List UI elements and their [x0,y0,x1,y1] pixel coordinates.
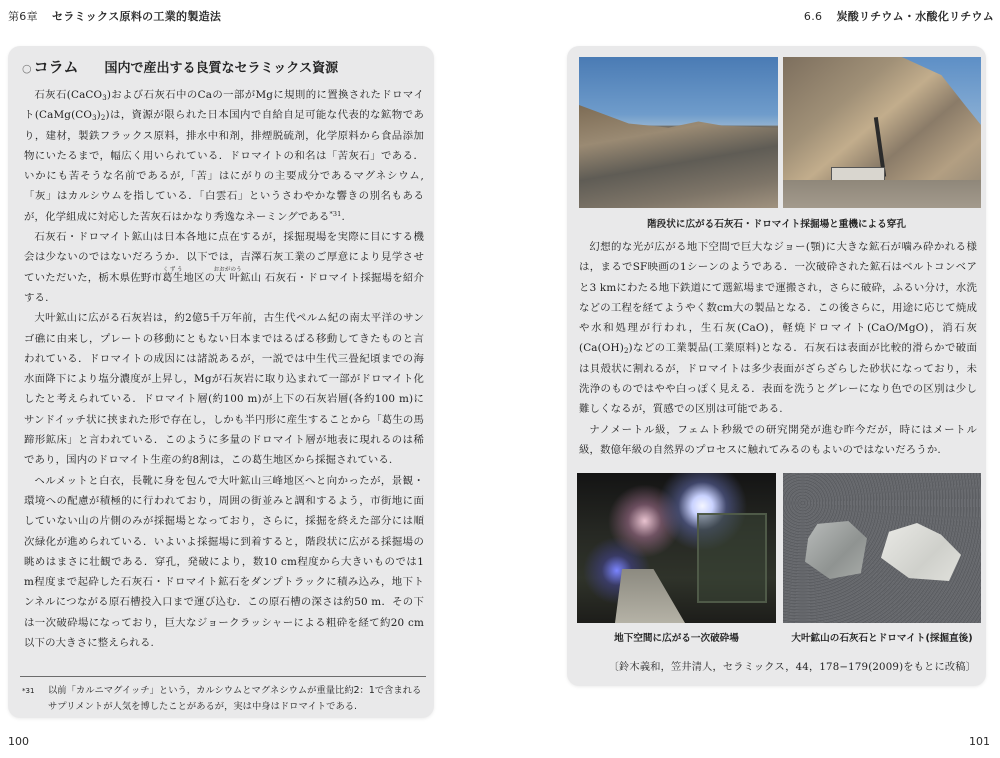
paragraph-1 [24,85,424,227]
text-run: 幻想的な光が広がる地下空間で巨大なジョー(顎)に大きな鉱石が噛み砕かれる様は，まるでSF映画の1シーンのようである．一次破砕された鉱石はベルトコンベアと3 kmにわたる地下鉄道にて選鉱場まで運搬され，さらに破砕，ふるい分け，水洗などの工程を経てようやく数cm大の製品となる．この後さらに，用途に応じて焼成や水和処理が行われ，生石灰(CaO)，軽焼ドロマイト(CaO/MgO)，消石灰(Ca(OH) [579,241,977,355]
text-run: )などの工業製品(工業原料)となる．石灰石は表面が比較的滑らかで破面は貝殻状に割れるが，ドロマイトは多少表面がざらざらした砂状になっており，未洗浄のものではやや白っぽく見える．表面を洗うとグレーになり色での区別は少し難しくなるが，質感での区別は可能である. [579,342,977,416]
footnote-reference[interactable]: *31 [329,209,342,218]
text-run: . [341,210,345,223]
footnote-mark: *31 [22,687,35,695]
column-label: コラム [33,58,79,76]
footnote-text: 以前「カルニマグイッチ」という，カルシウムとマグネシウムが重量比約2：1で含まれるサプリメントが人気を博したことがあるが，実は中身はドロマイトである. [48,685,422,712]
limestone-dolomite-samples-photo [783,473,981,623]
subscript: 3 [92,114,97,123]
subscript: 2 [100,114,106,123]
ruby-base: 大叶 [213,271,242,284]
steel-frame-shape [697,513,767,603]
section-number: 6.6 [803,10,823,23]
paragraph-2 [24,227,424,308]
text-run: 石灰石(CaCO [34,89,103,101]
ruby-ooganou [213,266,242,284]
underground-crusher-photo [577,473,776,623]
section-title: 炭酸リチウム・水酸化リチウム [836,10,994,23]
running-head-right [804,8,994,24]
footnote-divider [20,676,426,677]
crusher-photo-caption: 地下空間に広がる一次破砕場 [614,633,739,644]
chapter-title: セラミックス原料の工業的製造法 [52,10,222,23]
text-run: )および石灰石中のCaの一部がMgに規則的に置換されたドロマイト(CaMg(CO [24,89,424,122]
ground-shape [783,180,981,208]
paragraph-4: ヘルメットと白衣，長靴に身を包んで大叶鉱山三峰地区へと向かったが，景観・環境への配慮が積極的に行われており，周囲の街並みと調和するよう，市街地に面していない山の片側のみが採掘場となっており，さらに，採掘を終えた部分には順次緑化が進められている．いよいよ採掘場に到着すると，階段状に広がる採掘場の眺めはまさに壮観である．穿孔，発破により，数10 cm程度から大きいものでは1 m程度まで起砕した石灰石・ドロマイト鉱石をダンプトラックに積み込み，地下トンネルにつながる原石槽投入口まで運び込む．この原石槽の深さは約50 m．その下は一次破砕場になっており，巨大なジョークラッシャーによる粗砕を経て約20 cm以下の大きさに整えられる. [24,474,424,650]
text-run: ) [96,109,101,122]
column-title [22,56,338,77]
source-citation: 〔鈴木義和，笠井清人，セラミックス，44，178−179(2009)をもとに改稿〕 [608,662,976,673]
column-heading: 国内で産出する良質なセラミックス資源 [104,61,339,76]
terraced-quarry-photo [579,57,778,208]
column-body-continued [579,237,977,460]
drill-rig-cliff-photo [783,57,981,208]
running-head-left [8,8,221,24]
text-run: 地区の [183,271,216,284]
text-run: )は，資源が限られた日本国内で自給自足可能な代表的な鉱物であり，建材，製鉄フラックス原料，排水中和剤，排煙脱硫剤，化学原料から食品添加物にいたるまで，幅広く用いられている．ドロマイトの和名は「苦灰石」である．いかにも苦そうな名前であるが,「苦」はにがりの主要成分であるマグネシウム,「灰」はカルシウムを指している．「白雲石」というさわやかな響きの別名もあるが，化学組成に対応した苦灰石はかなり秀逸なネーミングである [24,109,424,223]
column-body [24,85,424,653]
paragraph-5 [579,237,977,420]
top-photos-caption: 階段状に広がる石灰石・ドロマイト採掘場と重機による穿孔 [647,219,906,230]
paragraph-3: 大叶鉱山に広がる石灰岩は，約2億5千万年前，古生代ペルム紀の南太平洋のサンゴ礁に由来し，プレートの移動にともない日本まではるばる移動してきたものと言われている．ドロマイトの成因には諸説あるが，一説では中生代三畳紀頃までの海水面降下により塩分濃度が上昇し，Mgが石灰岩に取り込まれて一部がドロマイト化したと考えられている．ドロマイト層(約100 m)が上下の石灰岩層(各約100 m)にサンドイッチ状に挟まれた形で存在し，しかも半円形に産生することから「葛生の馬蹄形鉱床」と言われている．このように多量のドロマイト層が地表に現れるのは稀であり，国内のドロマイト生産の約8割は，この葛生地区から採掘されている. [24,312,424,467]
ruby-kuzuu [162,266,184,284]
paragraph-6: ナノメートル級，フェムト秒級での研究開発が進む昨今だが，時にはメートル級，数億年級の自然界のプロセスに触れてみるのもよいのではないだろうか. [579,423,977,456]
page-number-right: 101 [969,735,990,748]
footnote [22,683,426,714]
text-run: 石灰石・ドロマイト鉱山は日本各地に点在するが，採掘現場を実際に目にする機会は少ないのではないだろうか．以下では，吉澤石灰工業のご厚意により見学させていただいた，栃木県佐野市 [24,231,424,284]
quarry-ridge-shape [579,105,778,208]
text-run: 鉱山 石灰石・ドロマイト採掘場を紹介する. [24,271,424,304]
ruby-text: くずう [162,266,184,273]
dolomite-rock-shape [881,523,961,581]
page-number-left: 100 [8,735,29,748]
ruby-base: 葛生 [162,271,184,284]
ruby-text: おおがのう [213,266,242,273]
samples-photo-caption: 大叶鉱山の石灰石とドロマイト(採掘直後) [791,633,973,644]
limestone-rock-shape [805,521,867,579]
column-box-continued [567,46,986,686]
column-box [8,46,434,718]
subscript: 2 [623,347,629,356]
subscript: 3 [102,94,107,102]
circle-mark-icon: ○ [22,62,32,75]
conveyor-ramp-shape [615,569,685,623]
chapter-number: 第6章 [8,10,38,23]
